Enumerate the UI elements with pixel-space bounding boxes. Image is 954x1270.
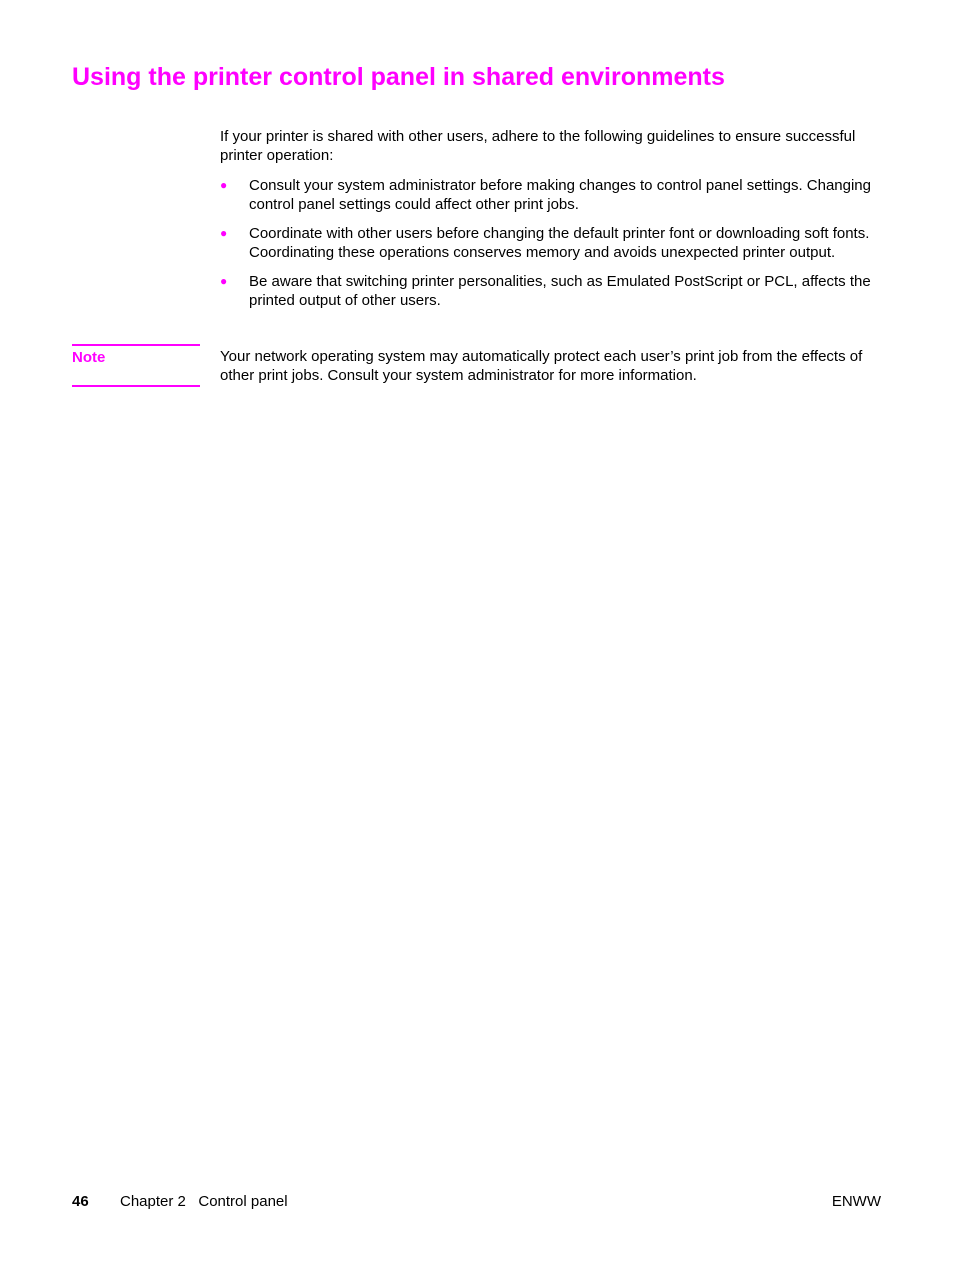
bullet-icon: ● bbox=[220, 226, 228, 240]
page-number: 46 bbox=[72, 1193, 89, 1210]
chapter-title: Chapter 2 Control panel bbox=[120, 1193, 288, 1210]
bullet-icon: ● bbox=[220, 274, 228, 288]
list-item bbox=[220, 272, 880, 310]
note-top-rule bbox=[72, 344, 200, 346]
list-item-text: Coordinate with other users before changing the default printer font or downloading soft fonts. Coordinating these operations conserves memory and avoids unexpected printer output. bbox=[249, 225, 870, 261]
intro-paragraph: If your printer is shared with other users, adhere to the following guidelines to ensure successful printer operation: bbox=[220, 128, 856, 164]
note-label: Note bbox=[72, 349, 106, 366]
list-item-text: Be aware that switching printer personalities, such as Emulated PostScript or PCL, affects the printed output of other users. bbox=[249, 273, 871, 309]
list-item bbox=[220, 224, 880, 262]
page-title: Using the printer control panel in shared environments bbox=[72, 63, 725, 91]
list-item-text: Consult your system administrator before making changes to control panel settings. Changing control panel settings could affect other print jobs. bbox=[249, 177, 871, 213]
list-item bbox=[220, 176, 880, 214]
locale-code: ENWW bbox=[831, 1193, 881, 1210]
bullet-icon: ● bbox=[220, 178, 228, 192]
note-bottom-rule bbox=[72, 385, 200, 387]
guidelines-list bbox=[220, 176, 880, 320]
note-text: Your network operating system may automatically protect each user’s print job from the effects of other print jobs. Consult your system administrator for more information. bbox=[220, 348, 863, 384]
